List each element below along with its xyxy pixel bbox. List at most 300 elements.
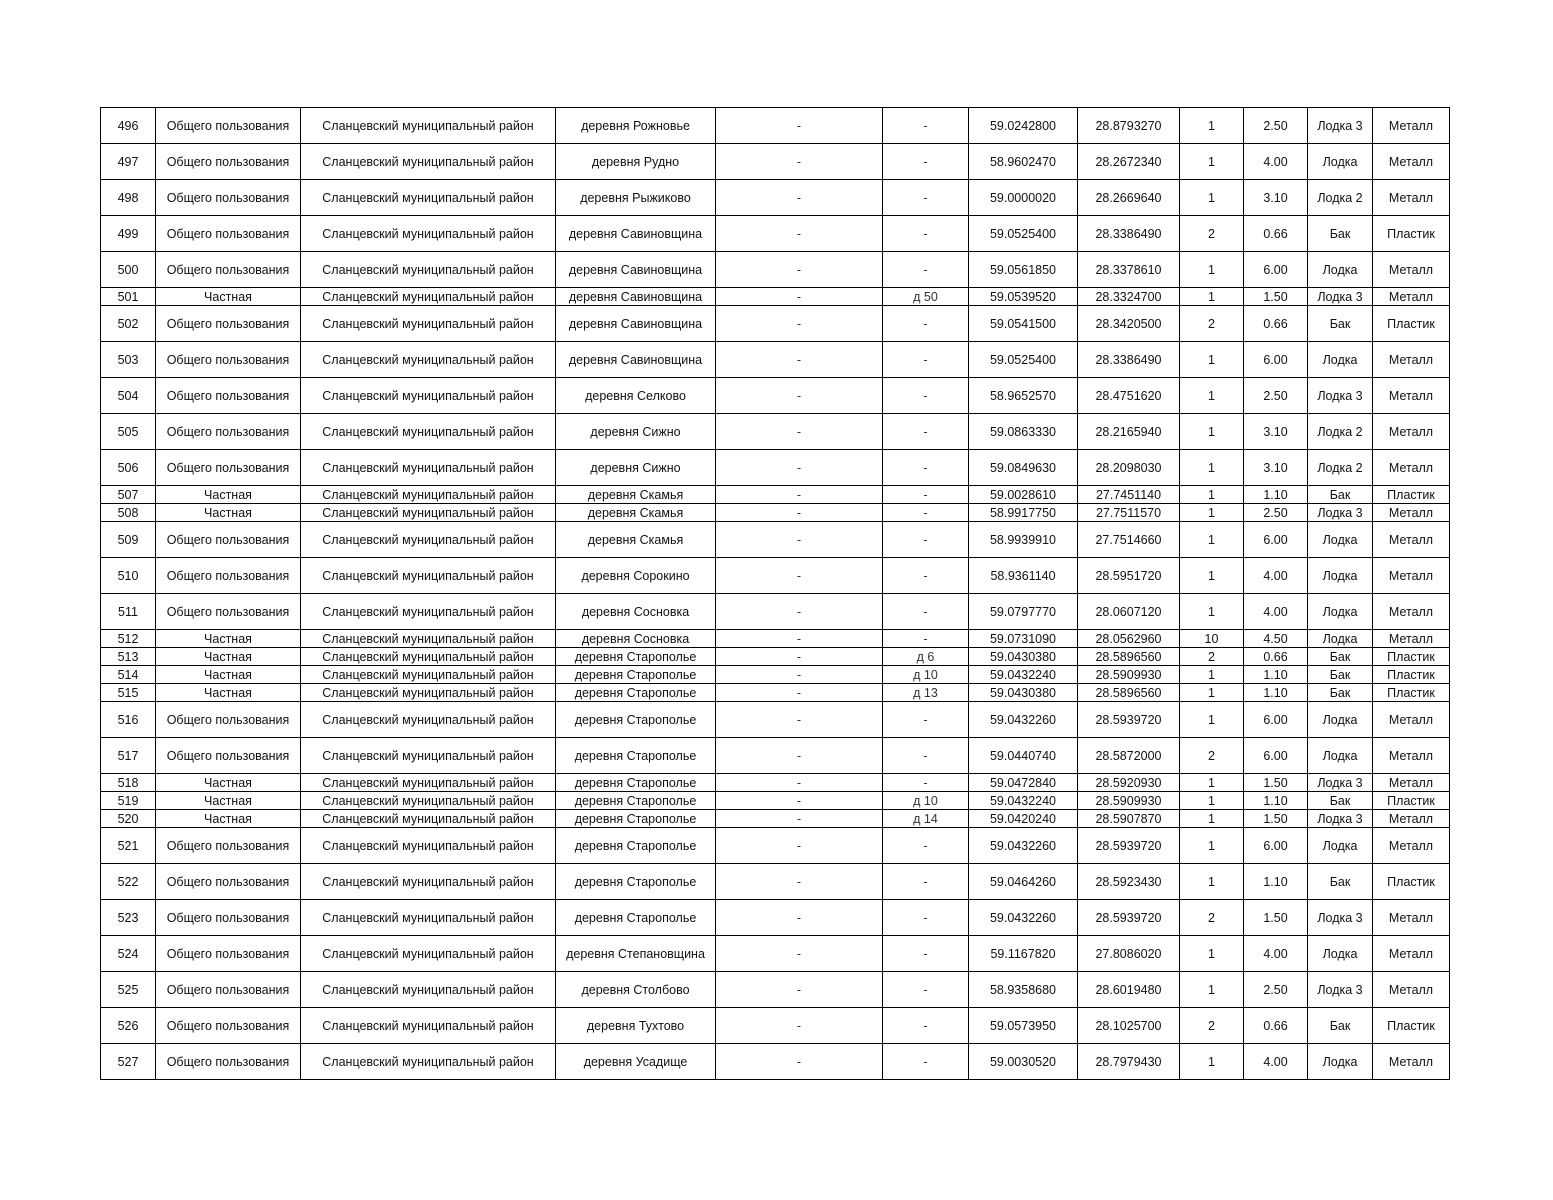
- cell-settlement: деревня Рожновье: [556, 108, 716, 144]
- cell-ownership-type: Частная: [156, 630, 301, 648]
- cell-container-volume: 6.00: [1244, 342, 1308, 378]
- cell-latitude: 59.0432260: [969, 702, 1078, 738]
- cell-ownership-type: Общего пользования: [156, 594, 301, 630]
- cell-house: -: [883, 216, 969, 252]
- cell-district: Сланцевский муниципальный район: [301, 936, 556, 972]
- cell-container-material: Металл: [1373, 450, 1450, 486]
- cell-container-type: Лодка: [1308, 936, 1373, 972]
- cell-settlement: деревня Столбово: [556, 972, 716, 1008]
- cell-container-count: 1: [1180, 486, 1244, 504]
- cell-longitude: 28.3386490: [1078, 342, 1180, 378]
- cell-row-number: 497: [101, 144, 156, 180]
- cell-street: -: [716, 594, 883, 630]
- cell-house: -: [883, 1008, 969, 1044]
- cell-container-volume: 4.00: [1244, 1044, 1308, 1080]
- cell-container-volume: 4.00: [1244, 936, 1308, 972]
- cell-ownership-type: Частная: [156, 792, 301, 810]
- cell-latitude: 58.9652570: [969, 378, 1078, 414]
- cell-container-volume: 1.50: [1244, 810, 1308, 828]
- cell-container-material: Пластик: [1373, 1008, 1450, 1044]
- cell-container-count: 1: [1180, 450, 1244, 486]
- cell-settlement: деревня Старополье: [556, 810, 716, 828]
- cell-container-type: Лодка 3: [1308, 504, 1373, 522]
- cell-house: -: [883, 108, 969, 144]
- cell-street: -: [716, 144, 883, 180]
- cell-latitude: 59.0432260: [969, 900, 1078, 936]
- cell-district: Сланцевский муниципальный район: [301, 414, 556, 450]
- cell-settlement: деревня Старополье: [556, 738, 716, 774]
- table-row: [101, 792, 1450, 810]
- cell-container-count: 1: [1180, 558, 1244, 594]
- cell-container-volume: 6.00: [1244, 522, 1308, 558]
- cell-row-number: 516: [101, 702, 156, 738]
- table-row: [101, 828, 1450, 864]
- cell-container-volume: 1.10: [1244, 864, 1308, 900]
- cell-container-material: Металл: [1373, 342, 1450, 378]
- cell-settlement: деревня Савиновщина: [556, 306, 716, 342]
- cell-district: Сланцевский муниципальный район: [301, 180, 556, 216]
- cell-container-count: 1: [1180, 702, 1244, 738]
- cell-latitude: 58.9361140: [969, 558, 1078, 594]
- cell-street: -: [716, 810, 883, 828]
- cell-district: Сланцевский муниципальный район: [301, 558, 556, 594]
- cell-house: д 14: [883, 810, 969, 828]
- cell-row-number: 503: [101, 342, 156, 378]
- cell-container-material: Металл: [1373, 558, 1450, 594]
- cell-container-count: 1: [1180, 936, 1244, 972]
- cell-container-count: 1: [1180, 288, 1244, 306]
- table-row: [101, 558, 1450, 594]
- cell-container-material: Металл: [1373, 594, 1450, 630]
- table-row: [101, 630, 1450, 648]
- table-row: [101, 810, 1450, 828]
- cell-house: -: [883, 1044, 969, 1080]
- cell-settlement: деревня Старополье: [556, 684, 716, 702]
- cell-container-volume: 3.10: [1244, 414, 1308, 450]
- cell-container-volume: 6.00: [1244, 252, 1308, 288]
- cell-latitude: 58.9602470: [969, 144, 1078, 180]
- cell-container-material: Пластик: [1373, 666, 1450, 684]
- cell-container-count: 2: [1180, 900, 1244, 936]
- cell-container-material: Металл: [1373, 252, 1450, 288]
- table-row: [101, 450, 1450, 486]
- cell-row-number: 505: [101, 414, 156, 450]
- cell-ownership-type: Частная: [156, 810, 301, 828]
- cell-container-count: 1: [1180, 144, 1244, 180]
- cell-longitude: 28.5939720: [1078, 702, 1180, 738]
- cell-ownership-type: Частная: [156, 648, 301, 666]
- cell-ownership-type: Общего пользования: [156, 936, 301, 972]
- cell-longitude: 28.5923430: [1078, 864, 1180, 900]
- cell-row-number: 524: [101, 936, 156, 972]
- cell-latitude: 59.0432260: [969, 828, 1078, 864]
- cell-street: -: [716, 1008, 883, 1044]
- cell-container-count: 2: [1180, 738, 1244, 774]
- cell-container-volume: 3.10: [1244, 450, 1308, 486]
- cell-container-volume: 4.00: [1244, 594, 1308, 630]
- cell-container-type: Лодка 3: [1308, 288, 1373, 306]
- cell-house: -: [883, 558, 969, 594]
- cell-container-type: Лодка: [1308, 252, 1373, 288]
- cell-house: -: [883, 486, 969, 504]
- cell-container-material: Пластик: [1373, 306, 1450, 342]
- cell-container-type: Бак: [1308, 648, 1373, 666]
- cell-row-number: 501: [101, 288, 156, 306]
- cell-container-type: Лодка: [1308, 630, 1373, 648]
- cell-district: Сланцевский муниципальный район: [301, 828, 556, 864]
- cell-district: Сланцевский муниципальный район: [301, 630, 556, 648]
- table-row: [101, 378, 1450, 414]
- table-row: [101, 306, 1450, 342]
- cell-ownership-type: Частная: [156, 288, 301, 306]
- cell-longitude: 28.7979430: [1078, 1044, 1180, 1080]
- cell-container-count: 1: [1180, 522, 1244, 558]
- table-row: [101, 252, 1450, 288]
- cell-house: -: [883, 936, 969, 972]
- cell-longitude: 27.7451140: [1078, 486, 1180, 504]
- cell-longitude: 27.7514660: [1078, 522, 1180, 558]
- cell-longitude: 28.4751620: [1078, 378, 1180, 414]
- cell-ownership-type: Общего пользования: [156, 738, 301, 774]
- cell-container-type: Лодка: [1308, 1044, 1373, 1080]
- cell-container-count: 1: [1180, 972, 1244, 1008]
- cell-longitude: 28.2165940: [1078, 414, 1180, 450]
- cell-container-volume: 1.10: [1244, 684, 1308, 702]
- table-row: [101, 504, 1450, 522]
- cell-street: -: [716, 450, 883, 486]
- table-row: [101, 774, 1450, 792]
- cell-container-type: Лодка 2: [1308, 180, 1373, 216]
- cell-latitude: 59.0561850: [969, 252, 1078, 288]
- cell-container-material: Металл: [1373, 738, 1450, 774]
- cell-ownership-type: Общего пользования: [156, 414, 301, 450]
- cell-settlement: деревня Степановщина: [556, 936, 716, 972]
- cell-latitude: 59.0731090: [969, 630, 1078, 648]
- cell-latitude: 59.0000020: [969, 180, 1078, 216]
- cell-container-material: Металл: [1373, 414, 1450, 450]
- cell-container-count: 2: [1180, 306, 1244, 342]
- cell-row-number: 523: [101, 900, 156, 936]
- cell-house: д 13: [883, 684, 969, 702]
- cell-container-type: Бак: [1308, 216, 1373, 252]
- cell-longitude: 28.0607120: [1078, 594, 1180, 630]
- cell-settlement: деревня Савиновщина: [556, 252, 716, 288]
- cell-container-count: 1: [1180, 414, 1244, 450]
- cell-house: -: [883, 594, 969, 630]
- cell-district: Сланцевский муниципальный район: [301, 792, 556, 810]
- cell-container-volume: 1.10: [1244, 666, 1308, 684]
- cell-district: Сланцевский муниципальный район: [301, 774, 556, 792]
- cell-container-count: 1: [1180, 828, 1244, 864]
- cell-settlement: деревня Рудно: [556, 144, 716, 180]
- cell-house: -: [883, 630, 969, 648]
- table-row: [101, 702, 1450, 738]
- table-row: [101, 288, 1450, 306]
- cell-row-number: 519: [101, 792, 156, 810]
- cell-row-number: 496: [101, 108, 156, 144]
- cell-district: Сланцевский муниципальный район: [301, 306, 556, 342]
- cell-longitude: 28.5896560: [1078, 648, 1180, 666]
- cell-container-volume: 4.50: [1244, 630, 1308, 648]
- cell-longitude: 28.3378610: [1078, 252, 1180, 288]
- cell-row-number: 502: [101, 306, 156, 342]
- cell-container-type: Лодка 2: [1308, 414, 1373, 450]
- cell-street: -: [716, 558, 883, 594]
- cell-settlement: деревня Старополье: [556, 666, 716, 684]
- cell-container-count: 1: [1180, 666, 1244, 684]
- table-row: [101, 684, 1450, 702]
- cell-latitude: 59.0472840: [969, 774, 1078, 792]
- cell-longitude: 28.2669640: [1078, 180, 1180, 216]
- cell-street: -: [716, 486, 883, 504]
- cell-longitude: 28.5909930: [1078, 792, 1180, 810]
- cell-ownership-type: Частная: [156, 666, 301, 684]
- cell-ownership-type: Частная: [156, 486, 301, 504]
- cell-container-volume: 4.00: [1244, 558, 1308, 594]
- cell-container-type: Лодка 3: [1308, 900, 1373, 936]
- cell-row-number: 525: [101, 972, 156, 1008]
- cell-district: Сланцевский муниципальный район: [301, 522, 556, 558]
- cell-container-type: Лодка: [1308, 828, 1373, 864]
- cell-container-count: 2: [1180, 648, 1244, 666]
- cell-container-type: Лодка 3: [1308, 972, 1373, 1008]
- cell-row-number: 510: [101, 558, 156, 594]
- cell-longitude: 28.2672340: [1078, 144, 1180, 180]
- table-row: [101, 144, 1450, 180]
- cell-container-type: Лодка: [1308, 522, 1373, 558]
- cell-settlement: деревня Тухтово: [556, 1008, 716, 1044]
- cell-street: -: [716, 216, 883, 252]
- cell-ownership-type: Общего пользования: [156, 180, 301, 216]
- cell-street: -: [716, 702, 883, 738]
- cell-container-volume: 0.66: [1244, 1008, 1308, 1044]
- cell-ownership-type: Общего пользования: [156, 252, 301, 288]
- cell-house: -: [883, 972, 969, 1008]
- cell-latitude: 58.9939910: [969, 522, 1078, 558]
- cell-latitude: 59.0541500: [969, 306, 1078, 342]
- cell-district: Сланцевский муниципальный район: [301, 504, 556, 522]
- cell-street: -: [716, 900, 883, 936]
- cell-street: -: [716, 630, 883, 648]
- table-row: [101, 216, 1450, 252]
- cell-container-material: Пластик: [1373, 486, 1450, 504]
- table-row: [101, 414, 1450, 450]
- cell-house: -: [883, 774, 969, 792]
- cell-ownership-type: Общего пользования: [156, 828, 301, 864]
- cell-row-number: 513: [101, 648, 156, 666]
- cell-ownership-type: Общего пользования: [156, 522, 301, 558]
- cell-longitude: 28.5951720: [1078, 558, 1180, 594]
- cell-container-volume: 0.66: [1244, 216, 1308, 252]
- cell-container-type: Лодка 3: [1308, 378, 1373, 414]
- cell-container-material: Металл: [1373, 288, 1450, 306]
- cell-ownership-type: Общего пользования: [156, 702, 301, 738]
- cell-ownership-type: Общего пользования: [156, 144, 301, 180]
- cell-district: Сланцевский муниципальный район: [301, 378, 556, 414]
- cell-settlement: деревня Скамья: [556, 522, 716, 558]
- cell-longitude: 28.0562960: [1078, 630, 1180, 648]
- cell-latitude: 59.0432240: [969, 666, 1078, 684]
- cell-house: д 10: [883, 666, 969, 684]
- cell-container-type: Лодка 3: [1308, 774, 1373, 792]
- cell-longitude: 27.8086020: [1078, 936, 1180, 972]
- cell-street: -: [716, 288, 883, 306]
- cell-settlement: деревня Старополье: [556, 648, 716, 666]
- cell-container-material: Металл: [1373, 972, 1450, 1008]
- cell-row-number: 506: [101, 450, 156, 486]
- cell-longitude: 28.5939720: [1078, 828, 1180, 864]
- cell-latitude: 59.0539520: [969, 288, 1078, 306]
- table-row: [101, 180, 1450, 216]
- cell-container-type: Лодка: [1308, 738, 1373, 774]
- cell-ownership-type: Общего пользования: [156, 864, 301, 900]
- cell-street: -: [716, 792, 883, 810]
- cell-container-volume: 4.00: [1244, 144, 1308, 180]
- cell-ownership-type: Общего пользования: [156, 558, 301, 594]
- cell-latitude: 59.0432240: [969, 792, 1078, 810]
- cell-district: Сланцевский муниципальный район: [301, 144, 556, 180]
- cell-row-number: 521: [101, 828, 156, 864]
- cell-container-type: Бак: [1308, 792, 1373, 810]
- cell-longitude: 28.3420500: [1078, 306, 1180, 342]
- cell-container-material: Металл: [1373, 378, 1450, 414]
- cell-district: Сланцевский муниципальный район: [301, 252, 556, 288]
- cell-container-count: 1: [1180, 792, 1244, 810]
- table-row: [101, 864, 1450, 900]
- cell-container-type: Лодка: [1308, 558, 1373, 594]
- cell-container-count: 1: [1180, 342, 1244, 378]
- cell-container-count: 1: [1180, 864, 1244, 900]
- cell-street: -: [716, 828, 883, 864]
- cell-row-number: 526: [101, 1008, 156, 1044]
- cell-house: д 6: [883, 648, 969, 666]
- cell-street: -: [716, 414, 883, 450]
- cell-ownership-type: Общего пользования: [156, 900, 301, 936]
- cell-row-number: 498: [101, 180, 156, 216]
- cell-container-count: 1: [1180, 180, 1244, 216]
- cell-settlement: деревня Скамья: [556, 486, 716, 504]
- cell-house: -: [883, 144, 969, 180]
- cell-latitude: 59.0430380: [969, 648, 1078, 666]
- cell-house: -: [883, 522, 969, 558]
- cell-container-material: Металл: [1373, 630, 1450, 648]
- cell-container-count: 2: [1180, 1008, 1244, 1044]
- table-row: [101, 342, 1450, 378]
- cell-latitude: 59.0242800: [969, 108, 1078, 144]
- cell-latitude: 59.0797770: [969, 594, 1078, 630]
- cell-street: -: [716, 180, 883, 216]
- cell-latitude: 59.0464260: [969, 864, 1078, 900]
- cell-district: Сланцевский муниципальный район: [301, 288, 556, 306]
- table-row: [101, 666, 1450, 684]
- cell-container-type: Бак: [1308, 666, 1373, 684]
- cell-container-volume: 1.50: [1244, 900, 1308, 936]
- cell-district: Сланцевский муниципальный район: [301, 702, 556, 738]
- cell-latitude: 59.0030520: [969, 1044, 1078, 1080]
- cell-container-count: 1: [1180, 1044, 1244, 1080]
- cell-district: Сланцевский муниципальный район: [301, 342, 556, 378]
- cell-district: Сланцевский муниципальный район: [301, 450, 556, 486]
- cell-district: Сланцевский муниципальный район: [301, 594, 556, 630]
- cell-row-number: 508: [101, 504, 156, 522]
- cell-container-material: Пластик: [1373, 684, 1450, 702]
- cell-settlement: деревня Старополье: [556, 702, 716, 738]
- cell-street: -: [716, 774, 883, 792]
- cell-district: Сланцевский муниципальный район: [301, 1008, 556, 1044]
- table-body: [101, 108, 1450, 1080]
- cell-container-type: Лодка: [1308, 594, 1373, 630]
- cell-settlement: деревня Скамья: [556, 504, 716, 522]
- cell-district: Сланцевский муниципальный район: [301, 1044, 556, 1080]
- cell-district: Сланцевский муниципальный район: [301, 864, 556, 900]
- cell-house: -: [883, 342, 969, 378]
- cell-container-type: Лодка 3: [1308, 810, 1373, 828]
- cell-container-count: 1: [1180, 108, 1244, 144]
- container-sites-table: [100, 107, 1450, 1080]
- cell-settlement: деревня Сосновка: [556, 630, 716, 648]
- cell-container-count: 1: [1180, 810, 1244, 828]
- table-row: [101, 594, 1450, 630]
- cell-latitude: 59.0849630: [969, 450, 1078, 486]
- cell-container-type: Бак: [1308, 864, 1373, 900]
- table-row: [101, 648, 1450, 666]
- cell-longitude: 28.5872000: [1078, 738, 1180, 774]
- cell-latitude: 59.1167820: [969, 936, 1078, 972]
- cell-container-type: Бак: [1308, 684, 1373, 702]
- cell-container-volume: 6.00: [1244, 702, 1308, 738]
- table-row: [101, 522, 1450, 558]
- cell-container-material: Металл: [1373, 936, 1450, 972]
- cell-ownership-type: Общего пользования: [156, 378, 301, 414]
- cell-container-volume: 2.50: [1244, 972, 1308, 1008]
- cell-district: Сланцевский муниципальный район: [301, 810, 556, 828]
- cell-latitude: 59.0430380: [969, 684, 1078, 702]
- cell-house: -: [883, 900, 969, 936]
- cell-district: Сланцевский муниципальный район: [301, 486, 556, 504]
- table-row: [101, 486, 1450, 504]
- cell-container-count: 1: [1180, 378, 1244, 414]
- cell-street: -: [716, 738, 883, 774]
- cell-container-count: 1: [1180, 252, 1244, 288]
- cell-street: -: [716, 666, 883, 684]
- cell-house: -: [883, 702, 969, 738]
- cell-row-number: 509: [101, 522, 156, 558]
- cell-container-volume: 1.50: [1244, 288, 1308, 306]
- cell-container-count: 1: [1180, 504, 1244, 522]
- cell-row-number: 518: [101, 774, 156, 792]
- cell-house: -: [883, 252, 969, 288]
- cell-latitude: 59.0525400: [969, 342, 1078, 378]
- cell-ownership-type: Общего пользования: [156, 972, 301, 1008]
- cell-container-type: Лодка: [1308, 342, 1373, 378]
- cell-district: Сланцевский муниципальный район: [301, 216, 556, 252]
- cell-ownership-type: Общего пользования: [156, 306, 301, 342]
- cell-settlement: деревня Старополье: [556, 864, 716, 900]
- cell-settlement: деревня Селково: [556, 378, 716, 414]
- cell-street: -: [716, 252, 883, 288]
- cell-settlement: деревня Савиновщина: [556, 288, 716, 306]
- cell-container-material: Пластик: [1373, 648, 1450, 666]
- cell-house: -: [883, 414, 969, 450]
- cell-settlement: деревня Старополье: [556, 828, 716, 864]
- cell-container-type: Бак: [1308, 1008, 1373, 1044]
- cell-container-count: 1: [1180, 684, 1244, 702]
- cell-longitude: 28.2098030: [1078, 450, 1180, 486]
- table-row: [101, 108, 1450, 144]
- cell-house: -: [883, 864, 969, 900]
- cell-street: -: [716, 936, 883, 972]
- table-row: [101, 936, 1450, 972]
